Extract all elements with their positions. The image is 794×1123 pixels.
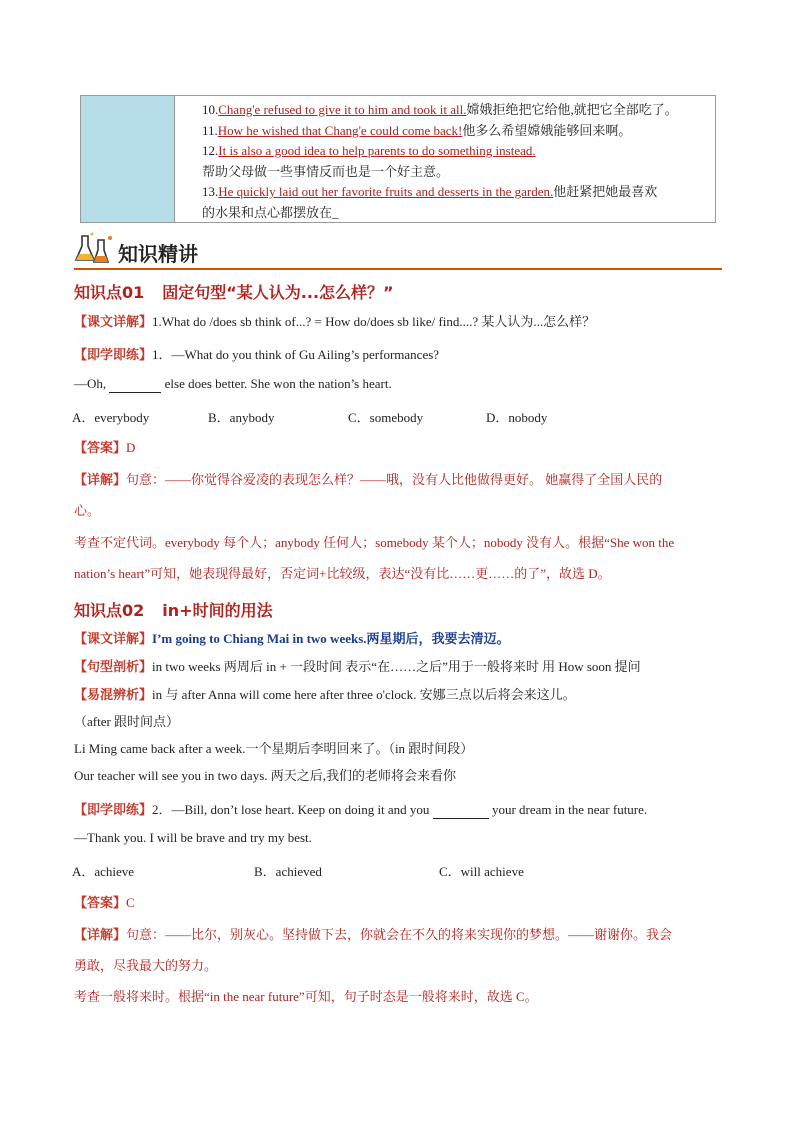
explain-text: 句意：——比尔，别灰心。坚持做下去，你就会在不久的将来实现你的梦想。——谢谢你。我会 — [126, 927, 673, 942]
kp2-label: 知识点02 — [74, 601, 145, 620]
explain-tag: 【详解】 — [74, 927, 127, 942]
example-text: Li Ming came back after a week.一个星期后李明回来了。（in 跟时间段） — [74, 741, 474, 756]
table-right-cell — [175, 96, 715, 226]
row-english: It is also a good idea to help parents to do something instead. — [218, 143, 536, 158]
kp2-question — [74, 799, 647, 819]
answer-tag: 【答案】 — [74, 895, 127, 910]
kp1-title: 固定句型“某人认为...怎么样？” — [162, 283, 394, 302]
analysis-tag: 【句型剖析】 — [74, 659, 153, 674]
table-row — [202, 162, 709, 183]
table-row — [202, 203, 709, 224]
kp2-title: in+时间的用法 — [162, 601, 273, 620]
detail-tag: 【课文详解】 — [74, 631, 153, 646]
kp1-option-d: D．nobody — [486, 410, 548, 425]
flask-icon — [74, 232, 114, 266]
kp2-detail — [74, 628, 510, 647]
answer-value: D — [126, 440, 136, 455]
answer-blank — [433, 802, 489, 819]
question-text: else does better. She won the nation’s heart. — [161, 376, 392, 391]
question-text: —Oh, — [74, 376, 110, 391]
row-chinese: 嫦娥拒绝把它给他,就把它全部吃了。 — [466, 102, 678, 117]
kp1-label: 知识点01 — [74, 283, 145, 302]
row-chinese: 的水果和点心都摆放在_ — [202, 204, 339, 220]
kp1-question — [74, 344, 439, 363]
analysis-text: in two weeks 两周后 in + 一段时间 表示“在……之后”用于一般将来时 用 How soon 提问 — [152, 659, 641, 674]
question-text: —Thank you. I will be brave and try my best. — [74, 830, 312, 845]
row-english: Chang'e refused to give it to him and took it all. — [218, 102, 467, 117]
explain-text: 句意：——你觉得谷爱凌的表现怎么样？——哦，没有人比他做得更好。 她赢得了全国人民的 — [126, 472, 663, 487]
practice-tag: 【即学即练】 — [74, 802, 153, 817]
example-text: （after 跟时间点） — [74, 714, 180, 729]
table-row — [202, 100, 709, 121]
row-chinese: 他多么希望嫦娥能够回来啊。 — [462, 122, 632, 138]
row-english: He quickly laid out her favorite fruits and desserts in the garden. — [218, 184, 554, 199]
kp2-analysis — [74, 656, 641, 675]
example-text: Our teacher will see you in two days. 两天之后,我们的老师将会来看你 — [74, 768, 457, 783]
detail-tag: 【课文详解】 — [74, 314, 153, 329]
explain-text: 考查不定代词。everybody 每个人；anybody 任何人；somebody 某个人；nobody 没有人。根据“She won the — [74, 535, 675, 550]
answer-value: C — [126, 895, 135, 910]
confuse-tag: 【易混辨析】 — [74, 687, 153, 702]
detail-text: I’m going to Chiang Mai in two weeks.两星期后，我要去清迈。 — [152, 631, 510, 646]
row-english: How he wished that Chang'e could come back! — [217, 122, 463, 138]
kp1-option-a: A．everybody — [72, 410, 150, 425]
sentence-table — [80, 95, 716, 223]
explain-text: 勇敢，尽我最大的努力。 — [74, 958, 218, 973]
table-left-cell — [81, 96, 175, 222]
kp2-confuse — [74, 684, 576, 703]
kp2-option-b: B．achieved — [254, 864, 322, 879]
kp2-answer — [74, 892, 135, 911]
question-text: 1．—What do you think of Gu Ailing’s performances? — [152, 347, 440, 362]
explain-text: 心。 — [74, 503, 101, 518]
detail-text: 1.What do /does sb think of...? = How do/does sb like/ find....? 某人认为...怎么样？ — [152, 314, 596, 329]
table-row — [202, 141, 709, 162]
kp1-option-c: C．somebody — [348, 410, 424, 425]
row-num: 13. — [202, 184, 219, 199]
confuse-text: in 与 after Anna will come here after three o'clock. 安娜三点以后将会来这儿。 — [152, 687, 576, 702]
explain-text: 考查一般将来时。根据“in the near future”可知，句子时态是一般将来时，故选 C。 — [74, 989, 538, 1004]
kp1-explain — [74, 469, 662, 488]
table-row — [202, 121, 709, 142]
row-num: 12. — [202, 143, 219, 158]
question-text: your dream in the near future. — [488, 802, 648, 817]
row-num: 11. — [202, 122, 218, 138]
section-title: 知识精讲 — [118, 242, 198, 266]
answer-tag: 【答案】 — [74, 440, 127, 455]
kp1-question-line2 — [74, 376, 392, 393]
row-num: 10. — [202, 102, 219, 117]
question-text: 2．—Bill, don’t lose heart. Keep on doing it and you — [152, 802, 433, 817]
kp2-heading — [74, 598, 273, 621]
kp2-option-a: A．achieve — [72, 864, 135, 879]
kp1-detail — [74, 311, 595, 330]
row-chinese: 帮助父母做一些事情反而也是一个好主意。 — [202, 163, 450, 179]
kp1-answer — [74, 437, 135, 456]
row-chinese: 他赶紧把她最喜欢 — [553, 184, 658, 199]
answer-blank — [109, 376, 161, 393]
kp2-option-c: C．will achieve — [439, 864, 524, 879]
kp1-heading — [74, 280, 394, 303]
explain-text: nation’s heart”可知，她表现得最好，否定词+比较级，表达“没有比……更……的了”，故选 D。 — [74, 566, 611, 581]
table-row — [202, 182, 709, 203]
kp1-option-b: B．anybody — [208, 410, 275, 425]
practice-tag: 【即学即练】 — [74, 347, 153, 362]
kp2-explain — [74, 924, 672, 943]
section-header — [74, 232, 722, 270]
explain-tag: 【详解】 — [74, 472, 127, 487]
